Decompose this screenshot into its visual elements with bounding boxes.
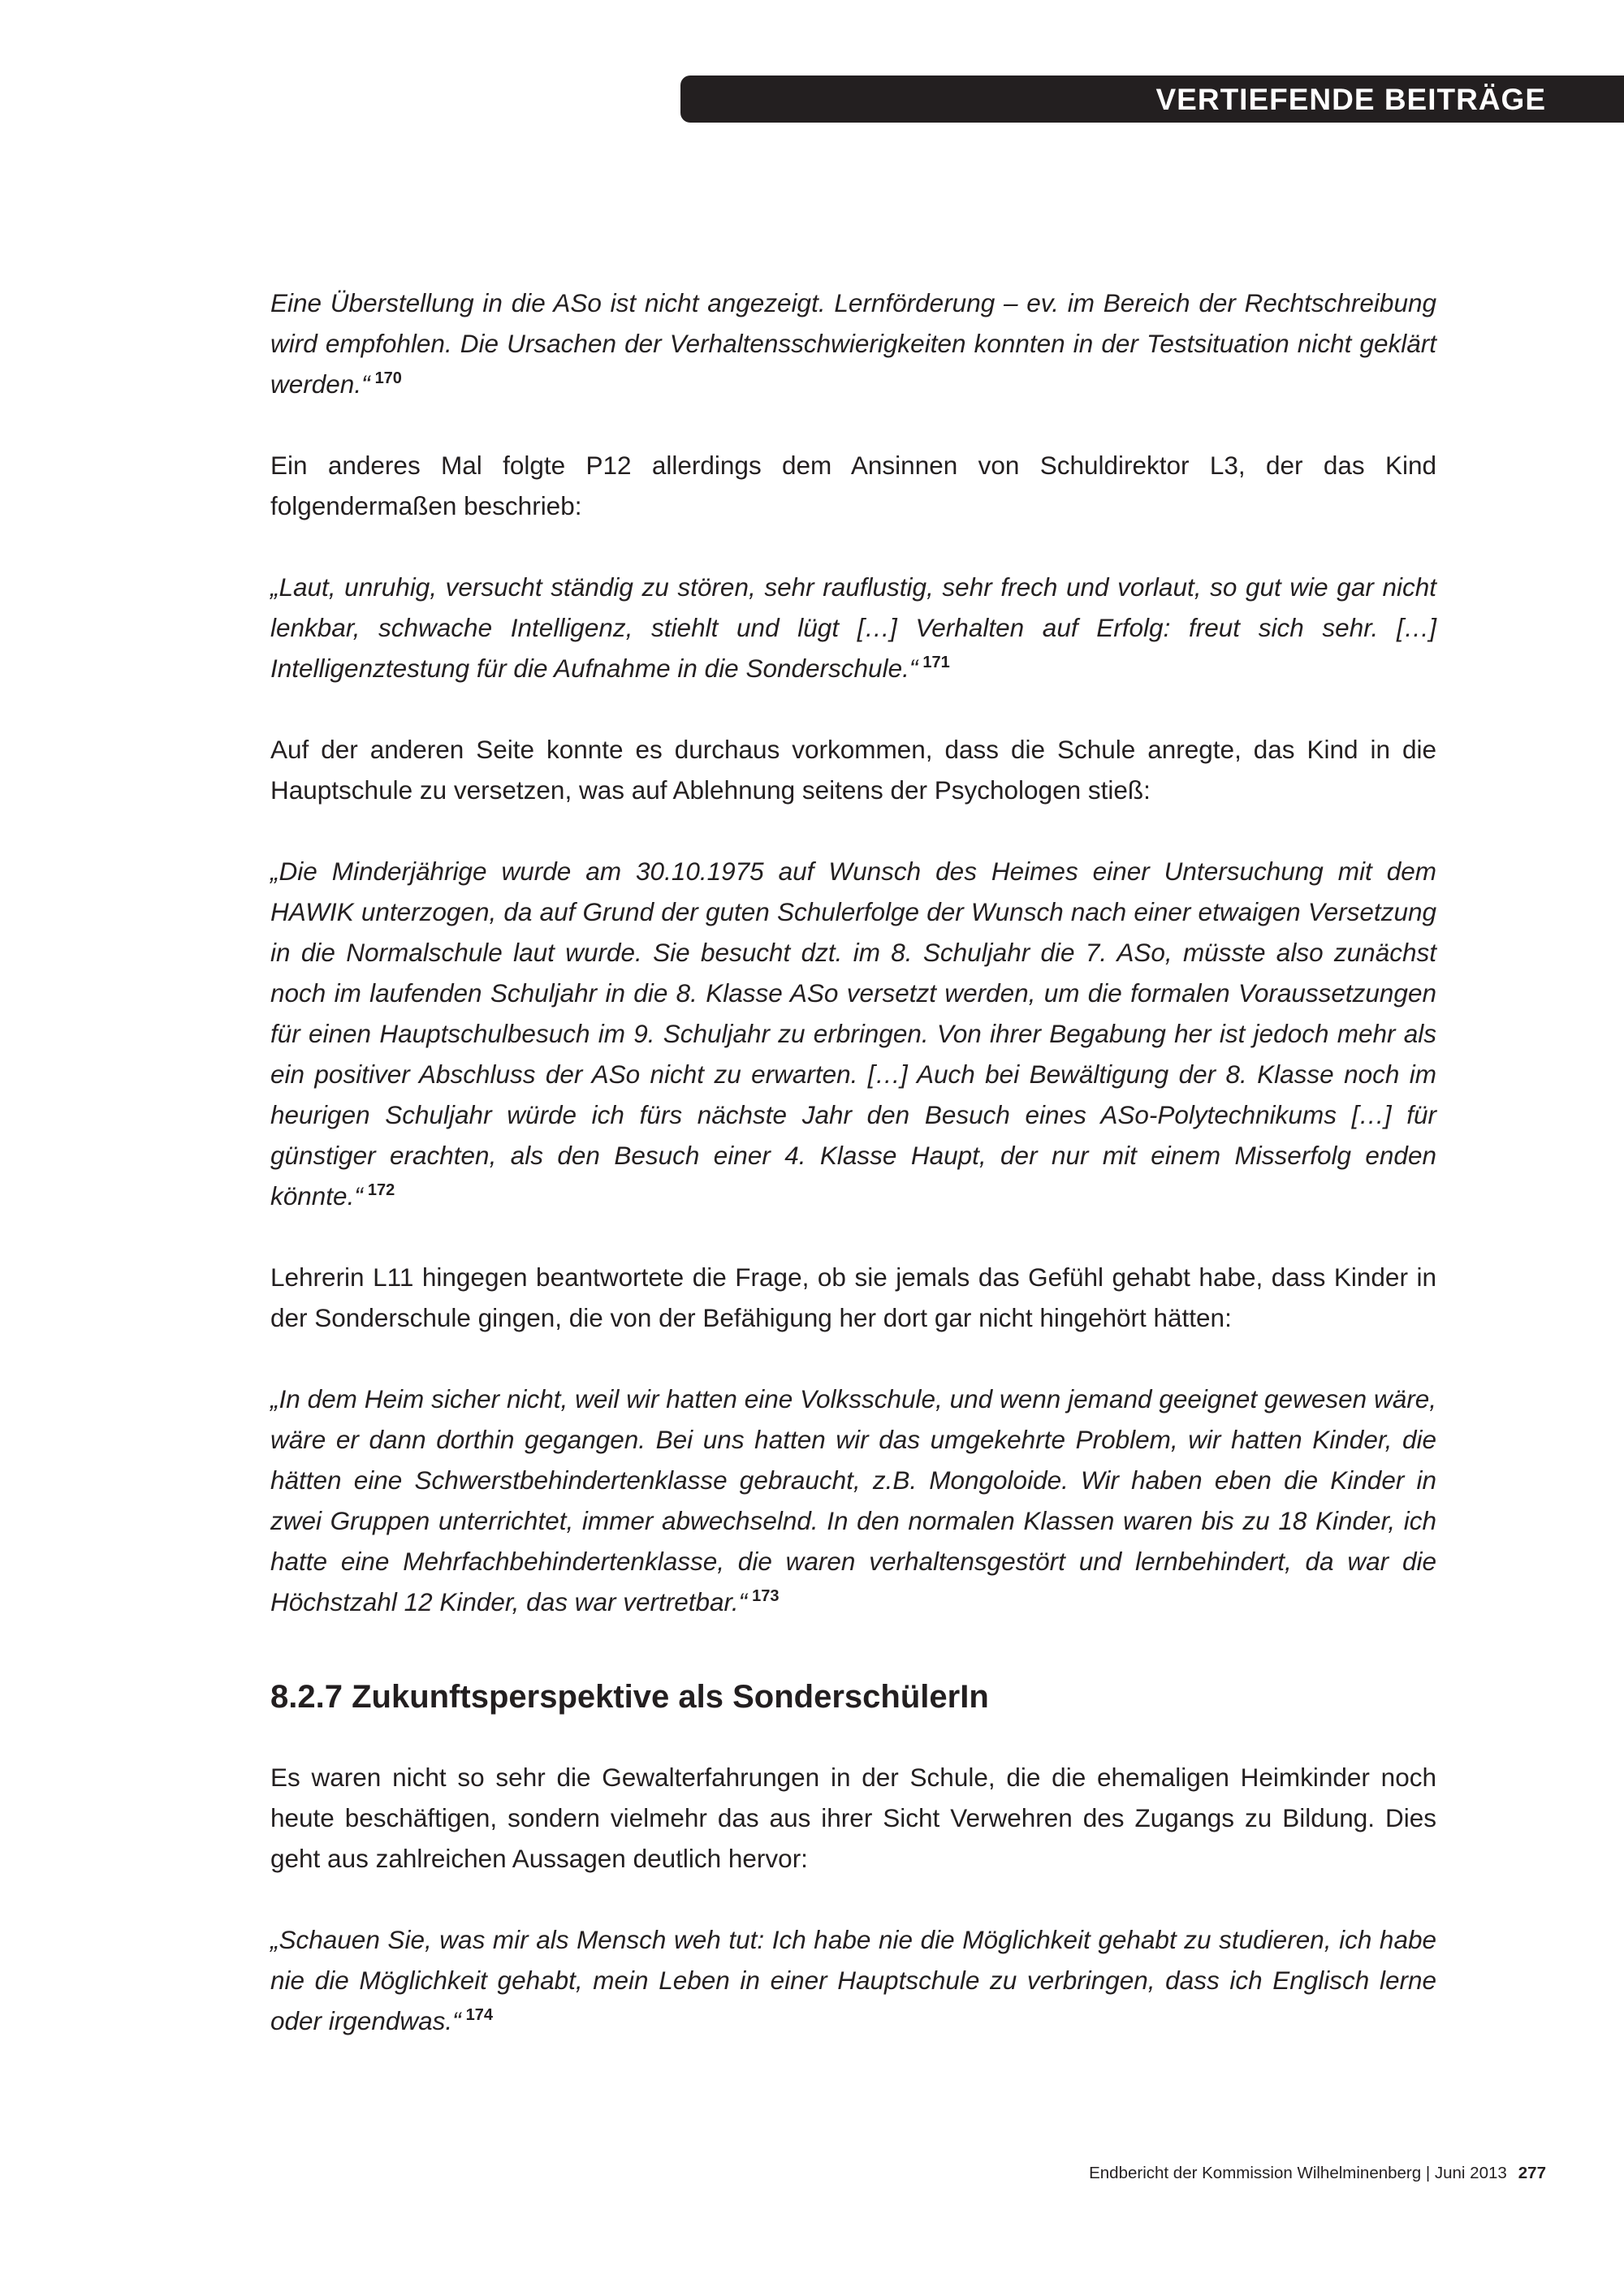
body-paragraph-2: Auf der anderen Seite konnte es durchaus vorkommen, dass die Schule anregte, das Kind in die Hauptschule zu versetzen, was auf Ablehnung seitens der Psychologen stieß: (270, 735, 1436, 805)
body-paragraph-1: Ein anderes Mal folgte P12 allerdings dem Ansinnen von Schuldirektor L3, der das Kind folgendermaßen beschrieb: (270, 451, 1436, 520)
quote-text: „In dem Heim sicher nicht, weil wir hatten eine Volksschule, und wenn jemand geeignet gewesen wäre, wäre er dann dorthin gegangen. Bei uns hatten wir das umgekehrte Problem, wir hatten Kinder, die hätten eine Schwerstbehindertenklasse gebraucht, z.B. Mongoloide. Wir haben eben die Kinder in zwei Gruppen unterrichtet, immer abwechselnd. In den normalen Klassen waren bis zu 18 Kinder, ich hatte eine Mehrfachbehindertenklasse, die waren verhaltensgestört und lernbehindert, da war die Höchstzahl 12 Kinder, das war vertretbar.“ (270, 1384, 1436, 1616)
quote-text: „Schauen Sie, was mir als Mensch weh tut: Ich habe nie die Möglichkeit gehabt zu studieren, ich habe nie die Möglichkeit gehabt, mein Leben in einer Hauptschule zu verbringen, dass ich Englisch lerne oder irgendwas.“ (270, 1925, 1436, 2035)
section-title: VERTIEFENDE BEITRÄGE (1155, 83, 1546, 116)
page-footer (1089, 2162, 1546, 2185)
footnote-ref-174: 174 (465, 2006, 493, 2024)
section-header-bar (680, 76, 1624, 123)
quote-paragraph-5 (270, 1919, 1436, 2041)
body-paragraph-4: Es waren nicht so sehr die Gewalterfahrungen in der Schule, die die ehemaligen Heimkinder noch heute beschäftigen, sondern vielmehr das aus ihrer Sicht Verwehren des Zugangs zu Bildung. Dies geht aus zahlreichen Aussagen deutlich hervor: (270, 1763, 1436, 1873)
page-number: 277 (1518, 2164, 1546, 2182)
footer-text: Endbericht der Kommission Wilhelminenberg | Juni 2013 (1089, 2164, 1507, 2182)
footnote-ref-170: 170 (374, 369, 402, 387)
quote-text: „Laut, unruhig, versucht ständig zu stören, sehr rauflustig, sehr frech und vorlaut, so gut wie gar nicht lenkbar, schwache Intelligenz, stiehlt und lügt […] Verhalten auf Erfolg: freut sich sehr. […] Intelligenztestung für die Aufnahme in die Sonderschule.“ (270, 572, 1436, 683)
quote-paragraph-2 (270, 567, 1436, 688)
quote-paragraph-4 (270, 1379, 1436, 1622)
quote-text: „Die Minderjährige wurde am 30.10.1975 auf Wunsch des Heimes einer Untersuchung mit dem HAWIK unterzogen, da auf Grund der guten Schulerfolge der Wunsch nach einer etwaigen Versetzung in die Normalschule laut wurde. Sie besucht dzt. im 8. Schuljahr die 7. ASo, müsste also zunächst noch im laufenden Schuljahr in die 8. Klasse ASo versetzt werden, um die formalen Voraussetzungen für einen Hauptschulbesuch im 9. Schuljahr zu erbringen. Von ihrer Begabung her ist jedoch mehr als ein positiver Abschluss der ASo nicht zu erwarten. […] Auch bei Bewältigung der 8. Klasse noch im heurigen Schuljahr würde ich fürs nächste Jahr den Besuch eines ASo-Polytechnikums […] für günstiger erachten, als den Besuch einer 4. Klasse Haupt, der nur mit einem Misserfolg enden könnte.“ (270, 857, 1436, 1211)
quote-paragraph-1 (270, 283, 1436, 404)
main-content (270, 283, 1436, 2041)
footnote-ref-172: 172 (367, 1181, 395, 1199)
quote-paragraph-3 (270, 851, 1436, 1216)
quote-text: Eine Überstellung in die ASo ist nicht angezeigt. Lernförderung – ev. im Bereich der Rechtschreibung wird empfohlen. Die Ursachen der Verhaltensschwierigkeiten konnten in der Testsituation nicht geklärt werden.“ (270, 288, 1436, 399)
footnote-ref-173: 173 (752, 1587, 780, 1605)
body-paragraph-3: Lehrerin L11 hingegen beantwortete die Frage, ob sie jemals das Gefühl gehabt habe, dass Kinder in der Sonderschule gingen, die von der Befähigung her dort gar nicht hingehört hätten: (270, 1262, 1436, 1332)
section-heading: 8.2.7 Zukunftsperspektive als SonderschülerIn (270, 1679, 989, 1715)
footnote-ref-171: 171 (922, 654, 950, 671)
